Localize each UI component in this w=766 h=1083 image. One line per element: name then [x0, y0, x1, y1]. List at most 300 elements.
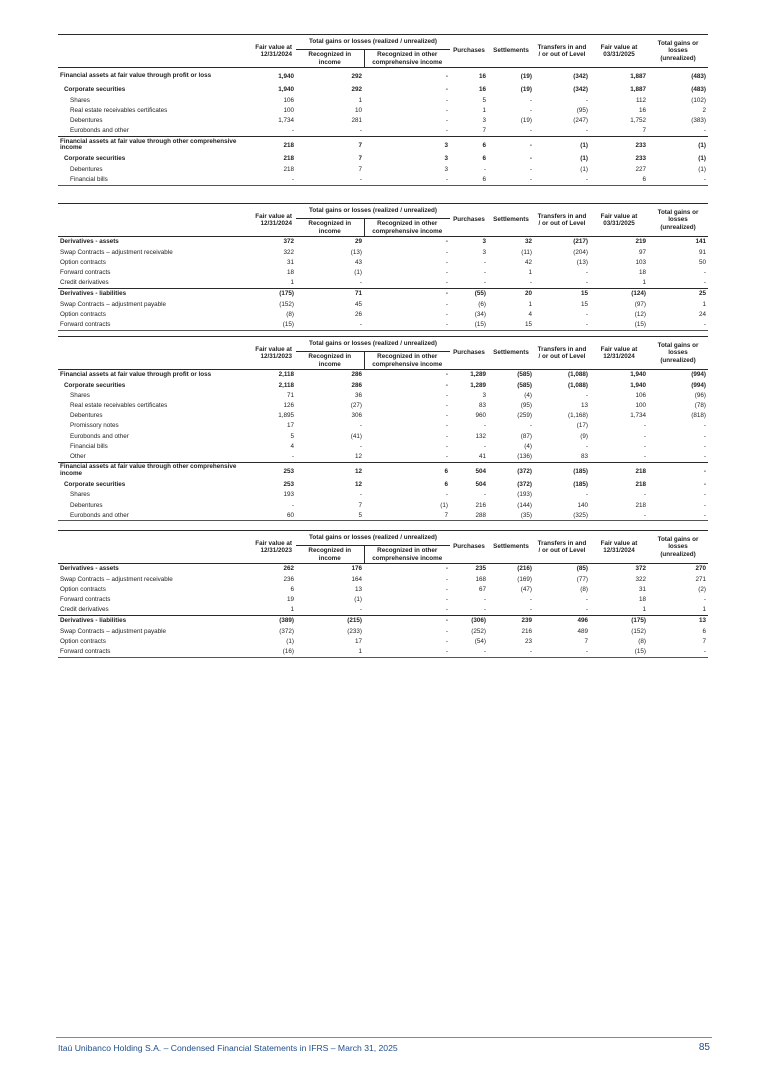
- cell-value: 10: [354, 106, 362, 114]
- row-label: Financial assets at fair value through other comprehensive income: [58, 462, 246, 480]
- table-row: [58, 85, 708, 95]
- cell-value: 7: [482, 127, 486, 135]
- cell-value: (994): [691, 381, 706, 389]
- header-recognized-income: Recognized in income: [308, 220, 352, 235]
- cell-value: (217): [534, 237, 590, 248]
- cell-value: 168: [475, 575, 486, 583]
- cell-value: (204): [573, 248, 588, 256]
- header-recognized-income: Recognized in income: [308, 547, 352, 562]
- cell-value: (35): [488, 510, 534, 521]
- cell-value: -: [585, 596, 588, 604]
- cell-value: -: [359, 279, 362, 287]
- cell-value: -: [529, 96, 532, 104]
- header-total-unrealized: Total gains or losses (unrealized): [657, 40, 699, 62]
- cell-value: (247): [573, 117, 588, 125]
- cell-value: -: [585, 310, 588, 318]
- header-recognized-oci: Recognized in other comprehensive income: [364, 219, 450, 237]
- row-label: Option contracts: [60, 637, 106, 645]
- cell-value: -: [585, 127, 588, 135]
- cell-value: (97): [634, 300, 646, 308]
- cell-value: -: [445, 412, 448, 420]
- header-blank: [58, 204, 246, 237]
- cell-value: -: [483, 606, 486, 614]
- cell-value: -: [643, 422, 646, 430]
- cell-value: 288: [450, 510, 488, 521]
- cell-value: 5: [290, 432, 294, 440]
- cell-value: 106: [283, 96, 294, 104]
- cell-value: 292: [351, 86, 362, 94]
- cell-value: 233: [635, 155, 646, 163]
- cell-value: (34): [474, 310, 486, 318]
- cell-value: 36: [354, 391, 362, 399]
- cell-value: -: [529, 606, 532, 614]
- cell-value: 24: [698, 310, 706, 318]
- cell-value: -: [529, 279, 532, 287]
- header-fair-value-end: Fair value at 12/31/2024: [600, 539, 638, 554]
- cell-value: -: [703, 432, 706, 440]
- cell-value: (1,088): [534, 370, 590, 381]
- cell-value: -: [648, 510, 708, 521]
- header-recognized-oci: Recognized in other comprehensive income: [364, 546, 450, 564]
- cell-value: 1,289: [470, 381, 486, 389]
- header-purchases: Purchases: [453, 216, 485, 224]
- cell-value: 18: [286, 269, 294, 277]
- cell-value: (6): [478, 300, 486, 308]
- table-row: [58, 584, 708, 594]
- cell-value: -: [534, 320, 590, 331]
- cell-value: (96): [694, 391, 706, 399]
- row-label: Option contracts: [60, 310, 106, 318]
- table-row: [58, 441, 708, 451]
- header-recognized-income: Recognized in income: [308, 51, 352, 66]
- cell-value: (41): [350, 432, 362, 440]
- cell-value: (1): [698, 165, 706, 173]
- cell-value: (152): [279, 300, 294, 308]
- header-purchases: Purchases: [453, 543, 485, 551]
- cell-value: 1: [482, 106, 486, 114]
- row-label: Derivatives - assets: [58, 564, 246, 575]
- cell-value: (325): [534, 510, 590, 521]
- cell-value: 322: [635, 575, 646, 583]
- cell-value: -: [296, 320, 364, 331]
- table-row: [58, 626, 708, 636]
- cell-value: (15): [590, 320, 648, 331]
- cell-value: 1,752: [630, 117, 646, 125]
- cell-value: 6: [702, 627, 706, 635]
- cell-value: -: [585, 391, 588, 399]
- cell-value: (13): [576, 258, 588, 266]
- table-row: [58, 257, 708, 267]
- cell-value: 1,734: [630, 412, 646, 420]
- cell-value: -: [483, 258, 486, 266]
- cell-value: 271: [695, 575, 706, 583]
- cell-value: 193: [283, 491, 294, 499]
- row-label: Corporate securities: [64, 381, 126, 389]
- cell-value: -: [364, 647, 450, 658]
- cell-value: -: [445, 381, 448, 389]
- cell-value: (185): [534, 462, 590, 480]
- cell-value: 3: [364, 136, 450, 154]
- cell-value: 1: [290, 606, 294, 614]
- cell-value: -: [445, 300, 448, 308]
- cell-value: 7: [358, 501, 362, 509]
- cell-value: -: [585, 269, 588, 277]
- table-row: [58, 126, 708, 137]
- cell-value: (1): [440, 501, 448, 509]
- table-row: [58, 595, 708, 605]
- header-total-gains: Total gains or losses (realized / unrealized): [296, 35, 450, 50]
- cell-value: 306: [351, 412, 362, 420]
- row-label: Credit derivatives: [60, 279, 109, 287]
- cell-value: -: [445, 106, 448, 114]
- cell-value: 372: [590, 564, 648, 575]
- cell-value: 3: [444, 155, 448, 163]
- cell-value: -: [483, 596, 486, 604]
- cell-value: 236: [283, 575, 294, 583]
- cell-value: 12: [354, 481, 362, 489]
- cell-value: -: [291, 452, 294, 460]
- row-label: Corporate securities: [64, 481, 126, 489]
- cell-value: -: [488, 647, 534, 658]
- cell-value: -: [483, 165, 486, 173]
- table-row: [58, 68, 708, 86]
- cell-value: 83: [580, 452, 588, 460]
- table-row: [58, 288, 708, 299]
- cell-value: 2: [702, 106, 706, 114]
- cell-value: 7: [358, 165, 362, 173]
- cell-value: 286: [351, 381, 362, 389]
- cell-value: (85): [534, 564, 590, 575]
- header-fair-value-start: Fair value at 12/31/2024: [255, 43, 292, 58]
- cell-value: 496: [534, 615, 590, 626]
- cell-value: (136): [517, 452, 532, 460]
- cell-value: -: [643, 491, 646, 499]
- level3-changes-table: [58, 336, 708, 521]
- cell-value: (19): [520, 117, 532, 125]
- cell-value: -: [246, 174, 296, 185]
- cell-value: 281: [351, 117, 362, 125]
- cell-value: (95): [576, 106, 588, 114]
- table-row: [58, 490, 708, 500]
- cell-value: (216): [488, 564, 534, 575]
- cell-value: 372: [246, 237, 296, 248]
- cell-value: -: [703, 442, 706, 450]
- cell-value: 1,887: [590, 68, 648, 86]
- level3-changes-table: [58, 34, 708, 186]
- row-label: Option contracts: [60, 258, 106, 266]
- cell-value: (55): [450, 288, 488, 299]
- cell-value: (19): [520, 86, 532, 94]
- row-label: Derivatives - assets: [58, 237, 246, 248]
- row-label: Shares: [70, 491, 90, 499]
- cell-value: 31: [286, 258, 294, 266]
- cell-value: -: [703, 491, 706, 499]
- cell-value: (372): [279, 627, 294, 635]
- header-total-gains: Total gains or losses (realized / unrealized): [296, 204, 450, 219]
- cell-value: 218: [635, 481, 646, 489]
- cell-value: (259): [517, 412, 532, 420]
- cell-value: 7: [358, 155, 362, 163]
- cell-value: 218: [283, 165, 294, 173]
- cell-value: -: [359, 127, 362, 135]
- cell-value: (1): [354, 596, 362, 604]
- cell-value: (1): [534, 136, 590, 154]
- cell-value: 45: [354, 300, 362, 308]
- row-label: Forward contracts: [58, 320, 246, 331]
- cell-value: -: [483, 422, 486, 430]
- cell-value: -: [445, 258, 448, 266]
- table-row: [58, 500, 708, 510]
- cell-value: 15: [488, 320, 534, 331]
- header-recognized-oci: Recognized in other comprehensive income: [364, 352, 450, 370]
- cell-value: -: [648, 174, 708, 185]
- cell-value: 103: [635, 258, 646, 266]
- cell-value: -: [364, 370, 450, 381]
- cell-value: -: [703, 481, 706, 489]
- cell-value: -: [534, 647, 590, 658]
- cell-value: -: [359, 491, 362, 499]
- cell-value: 286: [296, 370, 364, 381]
- cell-value: 233: [590, 136, 648, 154]
- table-row: [58, 390, 708, 400]
- cell-value: -: [445, 248, 448, 256]
- cell-value: -: [445, 127, 448, 135]
- row-label: Derivatives - liabilities: [58, 615, 246, 626]
- cell-value: 3: [482, 248, 486, 256]
- header-blank: [58, 35, 246, 68]
- header-settlements: Settlements: [493, 349, 529, 357]
- cell-value: (1,168): [568, 412, 588, 420]
- cell-value: (994): [648, 370, 708, 381]
- cell-value: (87): [520, 432, 532, 440]
- cell-value: (372): [517, 481, 532, 489]
- cell-value: 6: [450, 174, 488, 185]
- cell-value: 91: [698, 248, 706, 256]
- cell-value: 25: [648, 288, 708, 299]
- table-row: [58, 136, 708, 154]
- cell-value: -: [359, 442, 362, 450]
- cell-value: 126: [283, 402, 294, 410]
- row-label: Forward contracts: [60, 596, 111, 604]
- row-label: Debentures: [70, 501, 103, 509]
- cell-value: 3: [482, 117, 486, 125]
- header-total-unrealized: Total gains or losses (unrealized): [657, 342, 699, 364]
- cell-value: -: [483, 279, 486, 287]
- cell-value: -: [445, 442, 448, 450]
- cell-value: (8): [638, 637, 646, 645]
- table-row: [58, 401, 708, 411]
- row-label: Corporate securities: [64, 155, 126, 163]
- cell-value: -: [585, 606, 588, 614]
- table-row: [58, 370, 708, 381]
- cell-value: 218: [590, 462, 648, 480]
- table-row: [58, 237, 708, 248]
- cell-value: -: [445, 596, 448, 604]
- cell-value: 6: [290, 585, 294, 593]
- cell-value: -: [483, 269, 486, 277]
- cell-value: -: [445, 627, 448, 635]
- cell-value: 216: [521, 627, 532, 635]
- cell-value: (95): [520, 402, 532, 410]
- cell-value: (185): [573, 481, 588, 489]
- table-row: [58, 480, 708, 490]
- cell-value: 23: [524, 637, 532, 645]
- cell-value: -: [585, 491, 588, 499]
- cell-value: 7: [642, 127, 646, 135]
- cell-value: -: [703, 127, 706, 135]
- level3-changes-table: [58, 203, 708, 331]
- cell-value: 218: [246, 136, 296, 154]
- row-label: Derivatives - liabilities: [58, 288, 246, 299]
- cell-value: -: [445, 491, 448, 499]
- cell-value: -: [291, 501, 294, 509]
- cell-value: -: [703, 279, 706, 287]
- cell-value: (585): [517, 381, 532, 389]
- row-label: Forward contracts: [60, 269, 111, 277]
- table-row: [58, 564, 708, 575]
- table-row: [58, 174, 708, 185]
- table-row: [58, 411, 708, 421]
- cell-value: (1): [580, 155, 588, 163]
- cell-value: (15): [590, 647, 648, 658]
- cell-value: (15): [450, 320, 488, 331]
- cell-value: (152): [631, 627, 646, 635]
- cell-value: -: [648, 320, 708, 331]
- cell-value: -: [445, 279, 448, 287]
- table-row: [58, 510, 708, 521]
- row-label: Eurobonds and other: [58, 510, 246, 521]
- cell-value: 1: [528, 300, 532, 308]
- cell-value: 7: [364, 510, 450, 521]
- header-blank: [58, 531, 246, 564]
- cell-value: -: [703, 422, 706, 430]
- cell-value: 235: [450, 564, 488, 575]
- row-label: Shares: [70, 391, 90, 399]
- cell-value: 218: [635, 501, 646, 509]
- row-label: Real estate receivables certificates: [70, 106, 168, 114]
- cell-value: 270: [648, 564, 708, 575]
- cell-value: (15): [246, 320, 296, 331]
- table-row: [58, 268, 708, 278]
- table-row: [58, 309, 708, 319]
- cell-value: (54): [474, 637, 486, 645]
- cell-value: (11): [521, 248, 532, 256]
- cell-value: 164: [351, 575, 362, 583]
- cell-value: 489: [577, 627, 588, 635]
- cell-value: 1,940: [278, 86, 294, 94]
- table-row: [58, 95, 708, 105]
- header-recognized-income: Recognized in income: [308, 353, 352, 368]
- header-fair-value-start: Fair value at 12/31/2023: [255, 539, 292, 554]
- cell-value: 1: [528, 269, 532, 277]
- cell-value: 3: [450, 237, 488, 248]
- cell-value: -: [445, 575, 448, 583]
- cell-value: -: [364, 288, 450, 299]
- cell-value: 1: [702, 300, 706, 308]
- cell-value: -: [643, 432, 646, 440]
- cell-value: 2,118: [246, 370, 296, 381]
- cell-value: (193): [517, 491, 532, 499]
- header-settlements: Settlements: [493, 543, 529, 551]
- cell-value: 1,289: [450, 370, 488, 381]
- cell-value: 6: [590, 174, 648, 185]
- cell-value: (1): [580, 165, 588, 173]
- cell-value: -: [529, 165, 532, 173]
- cell-value: (175): [590, 615, 648, 626]
- cell-value: 100: [283, 106, 294, 114]
- table-row: [58, 380, 708, 390]
- cell-value: -: [445, 402, 448, 410]
- cell-value: -: [643, 442, 646, 450]
- page-number: 85: [698, 1042, 710, 1053]
- cell-value: -: [648, 462, 708, 480]
- cell-value: 239: [488, 615, 534, 626]
- cell-value: 1: [290, 279, 294, 287]
- cell-value: -: [529, 596, 532, 604]
- cell-value: -: [359, 422, 362, 430]
- row-label: Swap Contracts – adjustment payable: [60, 300, 167, 308]
- header-blank: [58, 337, 246, 370]
- cell-value: 100: [635, 402, 646, 410]
- cell-value: 1: [296, 647, 364, 658]
- level3-changes-table: [58, 530, 708, 658]
- header-total-gains: Total gains or losses (realized / unrealized): [296, 337, 450, 352]
- cell-value: -: [585, 96, 588, 104]
- header-transfers: Transfers in and / or out of Level: [537, 345, 587, 360]
- cell-value: 5: [296, 510, 364, 521]
- cell-value: -: [445, 637, 448, 645]
- cell-value: -: [529, 106, 532, 114]
- row-label: Swap Contracts – adjustment receivable: [60, 575, 173, 583]
- cell-value: 42: [524, 258, 532, 266]
- header-transfers: Transfers in and / or out of Level: [537, 539, 587, 554]
- cell-value: -: [445, 422, 448, 430]
- header-fair-value-end: Fair value at 12/31/2024: [600, 345, 638, 360]
- cell-value: 16: [638, 106, 646, 114]
- cell-value: 141: [648, 237, 708, 248]
- cell-value: -: [445, 585, 448, 593]
- cell-value: (1): [698, 155, 706, 163]
- cell-value: (1,088): [568, 381, 588, 389]
- cell-value: -: [529, 127, 532, 135]
- cell-value: -: [364, 237, 450, 248]
- table-row: [58, 421, 708, 431]
- cell-value: 253: [283, 481, 294, 489]
- cell-value: (585): [488, 370, 534, 381]
- cell-value: 322: [283, 248, 294, 256]
- cell-value: -: [534, 174, 590, 185]
- cell-value: 4: [528, 310, 532, 318]
- header-fair-value-start: Fair value at 12/31/2024: [255, 212, 292, 227]
- table-row: [58, 105, 708, 115]
- cell-value: 504: [450, 462, 488, 480]
- cell-value: (215): [296, 615, 364, 626]
- cell-value: 71: [296, 288, 364, 299]
- cell-value: 1,895: [278, 412, 294, 420]
- cell-value: 18: [638, 269, 646, 277]
- cell-value: 20: [488, 288, 534, 299]
- header-settlements: Settlements: [493, 47, 529, 55]
- row-label: Financial assets at fair value through profit or loss: [58, 68, 246, 86]
- cell-value: -: [364, 564, 450, 575]
- cell-value: -: [445, 452, 448, 460]
- cell-value: 6: [450, 136, 488, 154]
- cell-value: (342): [534, 68, 590, 86]
- cell-value: 71: [286, 391, 294, 399]
- cell-value: 219: [590, 237, 648, 248]
- row-label: Credit derivatives: [60, 606, 109, 614]
- cell-value: 1: [642, 279, 646, 287]
